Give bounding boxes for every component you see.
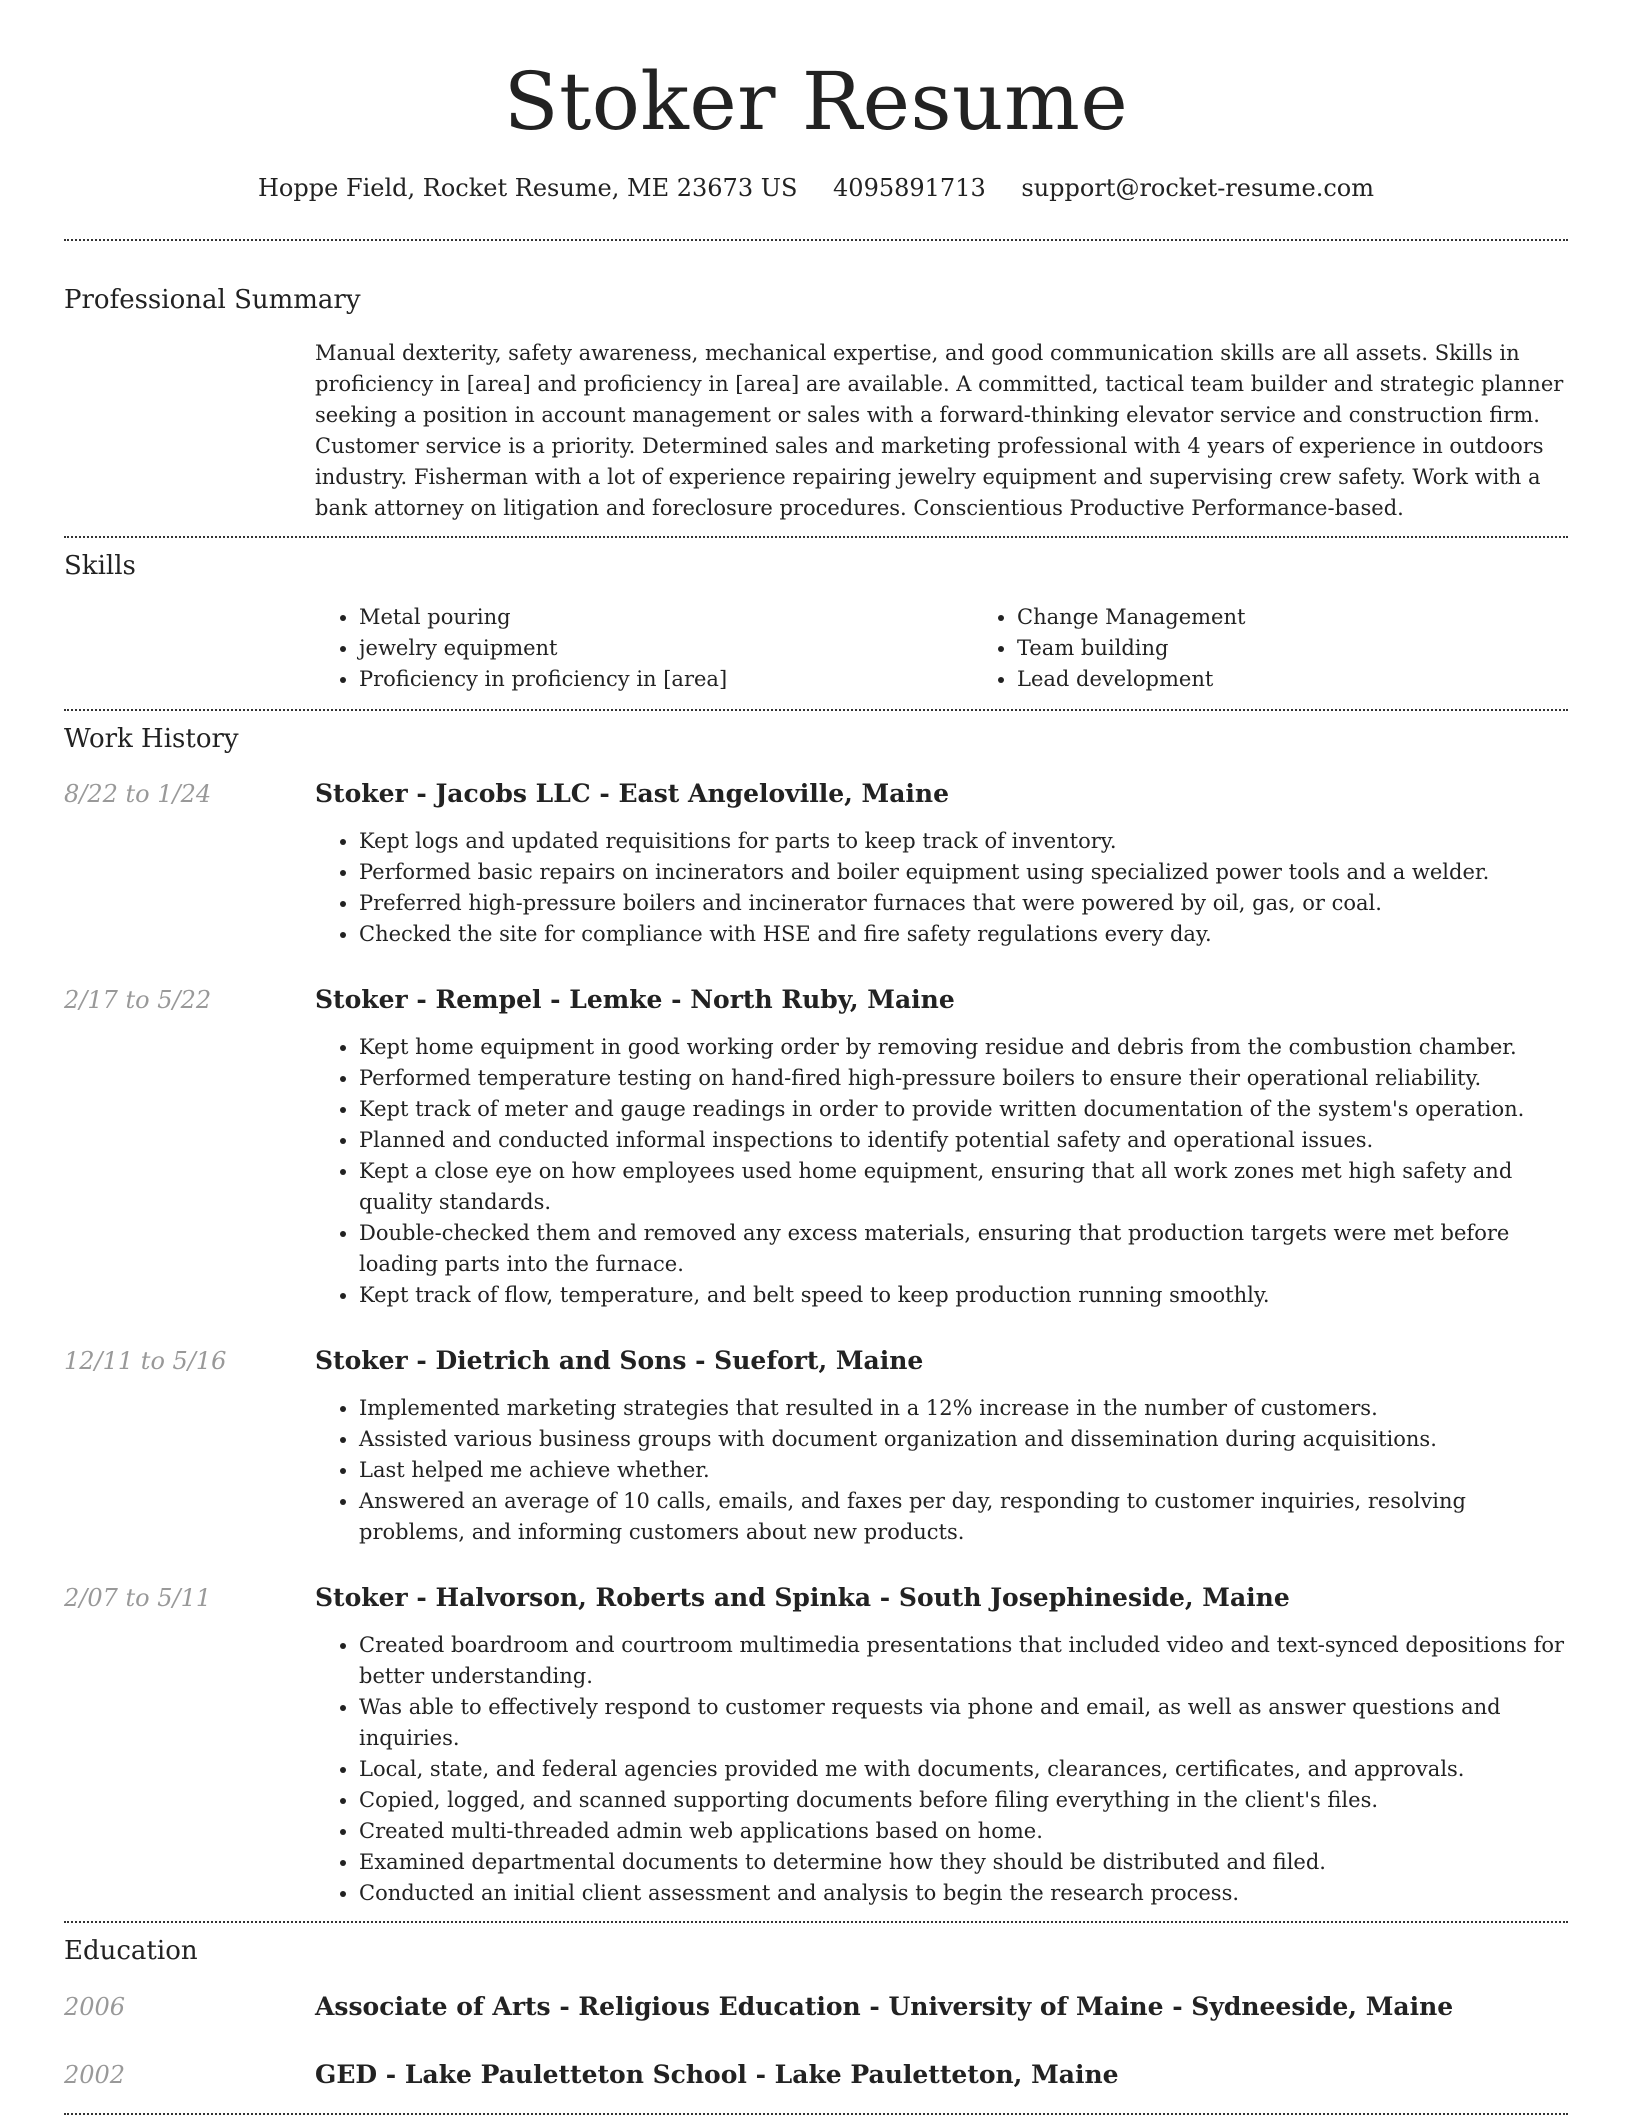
divider	[64, 536, 1568, 538]
contact-address: Hoppe Field, Rocket Resume, ME 23673 US	[258, 174, 798, 202]
skill-item: • jewelry equipment	[359, 633, 973, 664]
summary-section	[64, 283, 1568, 524]
job-body	[315, 778, 1568, 950]
job-bullet: • Local, state, and federal agencies provided me with documents, clearances, certificates, and approvals.	[359, 1754, 1568, 1785]
education-section	[64, 1934, 1568, 2091]
resume-name: Stoker Resume	[503, 55, 1129, 148]
skills-grid	[315, 602, 1631, 695]
job-dates: 12/11 to 5/16	[64, 1347, 227, 1375]
job-bullet: • Was able to effectively respond to customer requests via phone and email, as well as answer questions and inquiries.	[359, 1692, 1568, 1754]
contact-line	[64, 172, 1568, 204]
job-entry	[64, 1345, 1568, 1548]
summary-spacer	[64, 338, 315, 524]
job-bullet: • Kept logs and updated requisitions for parts to keep track of inventory.	[359, 826, 1568, 857]
education-body	[315, 2059, 1568, 2091]
divider	[64, 709, 1568, 711]
summary-body	[315, 338, 1568, 524]
job-bullets	[315, 826, 1568, 950]
job-bullet: • Preferred high-pressure boilers and incinerator furnaces that were powered by oil, gas, or coal.	[359, 888, 1568, 919]
summary-text: Manual dexterity, safety awareness, mechanical expertise, and good communication skills are all assets. Skills in proficiency in [area] and proficiency in [area] are available. A committed, tactical team builder and strategic planner seeking a position in account management or sales with a forward-thinking elevator service and construction firm. Customer service is a priority. Determined sales and marketing professional with 4 years of experience in outdoors industry. Fisherman with a lot of experience repairing jewelry equipment and supervising crew safety. Work with a bank attorney on litigation and foreclosure procedures. Conscientious Productive Performance-based.	[315, 341, 1564, 520]
job-bullet: • Implemented marketing strategies that resulted in a 12% increase in the number of customers.	[359, 1393, 1568, 1424]
job-bullet: • Answered an average of 10 calls, emails, and faxes per day, responding to customer inquiries, resolving problems, and informing customers about new products.	[359, 1486, 1568, 1548]
job-body	[315, 1582, 1568, 1909]
skills-title: Skills	[64, 551, 136, 581]
job-body	[315, 1345, 1568, 1548]
job-bullet: • Created boardroom and courtroom multimedia presentations that included video and text-synced depositions for better understanding.	[359, 1630, 1568, 1692]
job-entry	[64, 778, 1568, 950]
job-dates: 2/07 to 5/11	[64, 1584, 212, 1612]
skills-row	[64, 602, 1568, 695]
job-dates: 2/17 to 5/22	[64, 986, 212, 1014]
job-bullet: • Conducted an initial client assessment and analysis to begin the research process.	[359, 1878, 1568, 1909]
job-bullet: • Kept track of flow, temperature, and belt speed to keep production running smoothly.	[359, 1280, 1568, 1311]
job-bullet: • Planned and conducted informal inspections to identify potential safety and operational issues.	[359, 1125, 1568, 1156]
contact-phone: 4095891713	[833, 174, 986, 202]
job-bullet: • Kept a close eye on how employees used home equipment, ensuring that all work zones met high safety and quality standards.	[359, 1156, 1568, 1218]
divider	[64, 239, 1568, 241]
divider	[64, 1921, 1568, 1923]
job-title: Stoker - Rempel - Lemke - North Ruby, Maine	[315, 985, 955, 1014]
job-body	[315, 984, 1568, 1311]
job-bullet: • Checked the site for compliance with HSE and fire safety regulations every day.	[359, 919, 1568, 950]
contact-email: support@rocket-resume.com	[1021, 174, 1374, 202]
job-bullet: • Kept track of meter and gauge readings in order to provide written documentation of the system's operation.	[359, 1094, 1568, 1125]
job-bullet: • Last helped me achieve whether.	[359, 1455, 1568, 1486]
education-degree: GED - Lake Pauletteton School - Lake Pauletteton, Maine	[315, 2060, 1119, 2089]
work-title: Work History	[64, 724, 239, 754]
job-bullet: • Copied, logged, and scanned supporting documents before filing everything in the client's files.	[359, 1785, 1568, 1816]
job-entry	[64, 984, 1568, 1311]
job-bullet: • Assisted various business groups with document organization and dissemination during acquisitions.	[359, 1424, 1568, 1455]
job-bullet: • Examined departmental documents to determine how they should be distributed and filed.	[359, 1847, 1568, 1878]
skills-body	[315, 602, 1631, 695]
job-dates: 8/22 to 1/24	[64, 780, 212, 808]
job-bullets	[315, 1393, 1568, 1548]
skill-item: • Proficiency in proficiency in [area]	[359, 664, 973, 695]
skill-item: • Change Management	[1017, 602, 1631, 633]
job-title: Stoker - Halvorson, Roberts and Spinka - South Josephineside, Maine	[315, 1583, 1290, 1612]
skills-list-left	[315, 602, 973, 695]
job-title: Stoker - Jacobs LLC - East Angeloville, Maine	[315, 779, 949, 808]
job-bullets	[315, 1032, 1568, 1311]
summary-title: Professional Summary	[64, 285, 361, 315]
job-bullet: • Performed temperature testing on hand-fired high-pressure boilers to ensure their operational reliability.	[359, 1063, 1568, 1094]
skills-list-right	[973, 602, 1631, 695]
education-entry	[64, 2059, 1568, 2091]
job-bullet: • Performed basic repairs on incinerators and boiler equipment using specialized power tools and a welder.	[359, 857, 1568, 888]
education-body	[315, 1991, 1568, 2023]
skill-item: • Lead development	[1017, 664, 1631, 695]
job-bullets	[315, 1630, 1568, 1909]
skills-spacer	[64, 602, 315, 695]
work-section	[64, 722, 1568, 1909]
education-year: 2002	[64, 2061, 126, 2089]
education-entry	[64, 1991, 1568, 2023]
skill-item: • Metal pouring	[359, 602, 973, 633]
job-bullet: • Kept home equipment in good working order by removing residue and debris from the combustion chamber.	[359, 1032, 1568, 1063]
job-entry	[64, 1582, 1568, 1909]
skill-item: • Team building	[1017, 633, 1631, 664]
job-bullet: • Created multi-threaded admin web applications based on home.	[359, 1816, 1568, 1847]
education-degree: Associate of Arts - Religious Education - University of Maine - Sydneeside, Maine	[315, 1992, 1454, 2021]
education-year: 2006	[64, 1993, 126, 2021]
job-bullet: • Double-checked them and removed any excess materials, ensuring that production targets were met before loading parts into the furnace.	[359, 1218, 1568, 1280]
skills-section	[64, 549, 1568, 695]
job-title: Stoker - Dietrich and Sons - Suefort, Maine	[315, 1346, 924, 1375]
summary-row	[64, 338, 1568, 524]
education-title: Education	[64, 1936, 198, 1966]
